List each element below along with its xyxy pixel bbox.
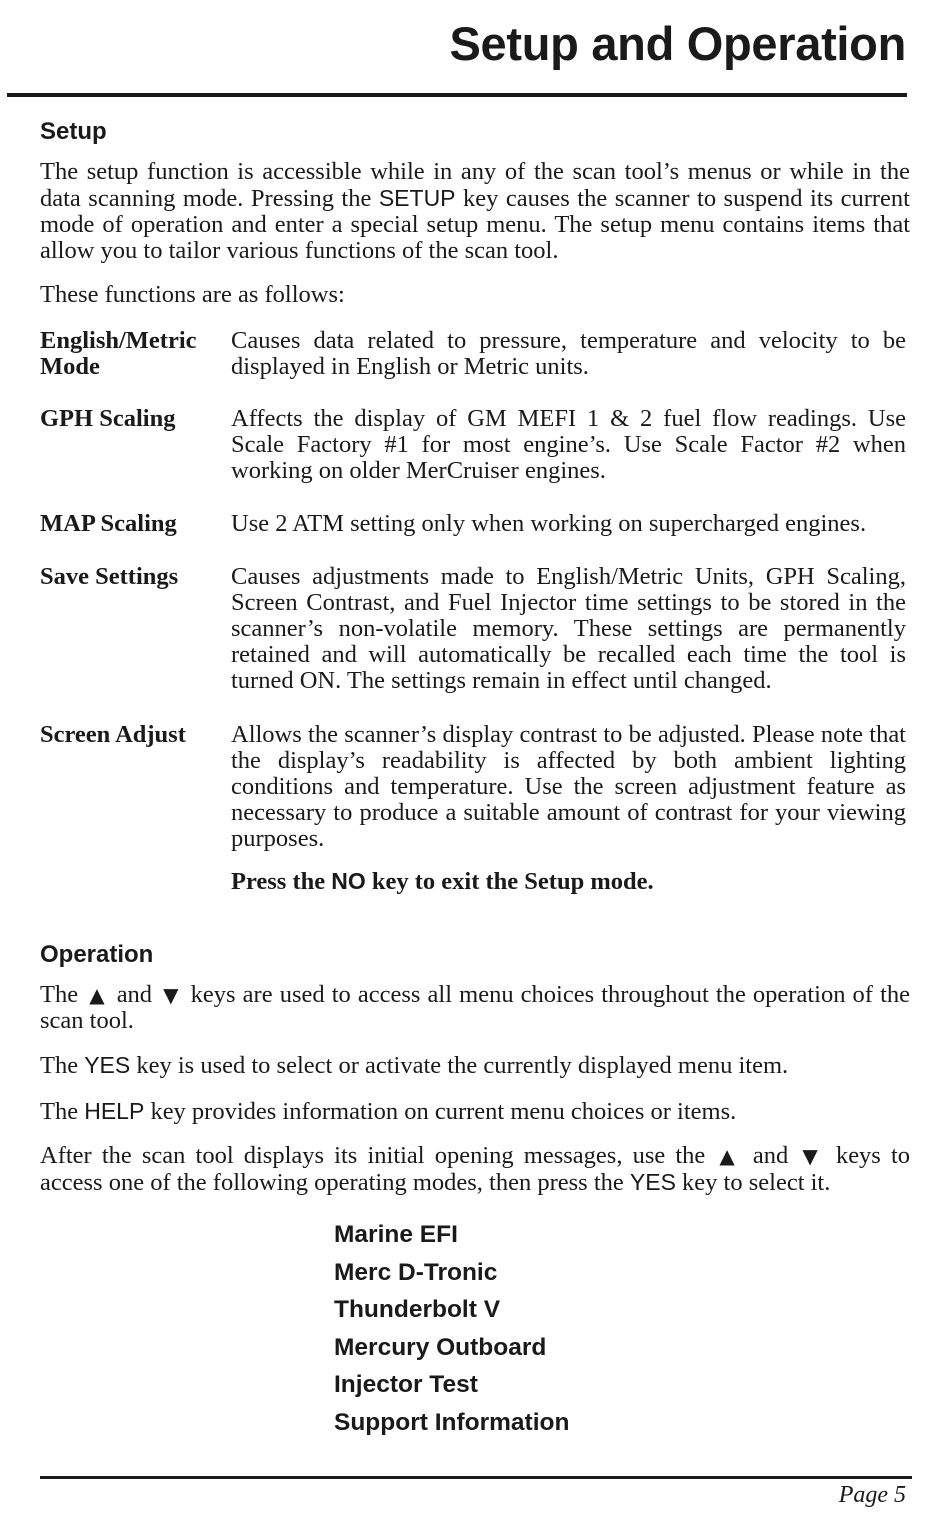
op-p2-lead: The xyxy=(40,1052,85,1079)
op-p1-and: and xyxy=(116,981,153,1008)
op-p4-middle: keys to access one of the following operating modes, then press the xyxy=(40,1142,911,1196)
op-p4-tail: key to select it. xyxy=(675,1169,831,1196)
setup-intro-text-2: key causes the scanner to suspend its current mode of operation and enter a special setup menu. The setup menu contains items that allow you to tailor various functions of the scan tool. xyxy=(40,185,910,264)
setup-heading: Setup xyxy=(40,118,107,145)
term-screen-adjust: Screen Adjust xyxy=(40,721,186,748)
term-gph-scaling: GPH Scaling xyxy=(40,405,176,432)
mode-merc-d-tronic: Merc D-Tronic xyxy=(334,1258,498,1286)
term-map-scaling: MAP Scaling xyxy=(40,510,177,537)
exit-note-text-1: Press the xyxy=(231,868,332,895)
mode-injector-test: Injector Test xyxy=(334,1371,478,1399)
definition-screen-adjust: Allows the scanner’s display contrast to be adjusted. Please note that the display’s readability is affected by both ambient lighting conditions and temperature. Use the screen adjustment feature as necessary to produce a suitable amount of contrast for your viewing purposes. xyxy=(231,721,906,852)
setup-intro-text-1: The setup function is accessible while in any of the scan tool’s menus or while in the data scanning mode. Pressing the xyxy=(40,158,910,212)
up-arrow-icon: ▲ xyxy=(719,1144,739,1168)
setup-key-label: SETUP xyxy=(378,185,456,211)
yes-key-label: YES xyxy=(84,1052,131,1078)
term-english-metric-mode: English/Metric Mode xyxy=(40,327,197,380)
setup-intro-paragraph xyxy=(40,159,910,264)
mode-marine-efi: Marine EFI xyxy=(334,1221,458,1248)
up-arrow-icon: ▲ xyxy=(89,983,106,1007)
op-p1-lead: The xyxy=(40,981,79,1008)
mode-thunderbolt-v: Thunderbolt V xyxy=(334,1296,501,1324)
operation-paragraph-modes xyxy=(40,1143,910,1196)
operation-heading: Operation xyxy=(40,941,154,968)
page-number: Page 5 xyxy=(838,1482,906,1508)
op-p2-tail: key is used to select or activate the currently displayed menu item. xyxy=(130,1052,789,1079)
yes-key-label: YES xyxy=(629,1169,676,1195)
op-p3-lead: The xyxy=(40,1098,85,1125)
exit-setup-note xyxy=(231,868,654,895)
term-save-settings: Save Settings xyxy=(40,563,179,590)
operation-paragraph-yes xyxy=(40,1052,910,1079)
definition-gph-scaling: Affects the display of GM MEFI 1 & 2 fuel flow readings. Use Scale Factory #1 for most engine’s. Use Scale Factor #2 when working on older MerCruiser engines. xyxy=(231,405,906,484)
footer-divider xyxy=(40,1476,912,1479)
operation-paragraph-arrows xyxy=(40,982,910,1034)
page-title: Setup and Operation xyxy=(449,17,906,70)
header-divider xyxy=(7,93,907,97)
no-key-label: NO xyxy=(331,868,366,894)
op-p4-lead: After the scan tool displays its initial opening messages, use the xyxy=(40,1142,706,1169)
mode-mercury-outboard: Mercury Outboard xyxy=(334,1333,547,1361)
op-p4-and: and xyxy=(752,1142,789,1169)
definition-map-scaling: Use 2 ATM setting only when working on supercharged engines. xyxy=(231,510,867,537)
down-arrow-icon: ▼ xyxy=(163,983,180,1007)
down-arrow-icon: ▼ xyxy=(802,1144,822,1168)
operation-paragraph-help xyxy=(40,1098,910,1125)
mode-support-information: Support Information xyxy=(334,1408,570,1436)
op-p3-tail: key provides information on current menu choices or items. xyxy=(144,1098,737,1125)
definition-save-settings: Causes adjustments made to English/Metric Units, GPH Scaling, Screen Contrast, and Fuel Injector time settings to be stored in the scanner’s non-volatile memory. These settings are permanently retained and will automatically be recalled each time the tool is turned ON. The settings remain in effect until changed. xyxy=(231,563,906,694)
op-p1-tail: keys are used to access all menu choices throughout the operation of the scan tool. xyxy=(40,981,911,1034)
exit-note-text-2: key to exit the Setup mode. xyxy=(365,868,654,895)
help-key-label: HELP xyxy=(84,1098,145,1124)
functions-intro: These functions are as follows: xyxy=(40,281,345,308)
operating-modes-list xyxy=(334,1216,569,1442)
definition-english-metric-mode: Causes data related to pressure, temperature and velocity to be displayed in English or Metric units. xyxy=(231,327,906,380)
